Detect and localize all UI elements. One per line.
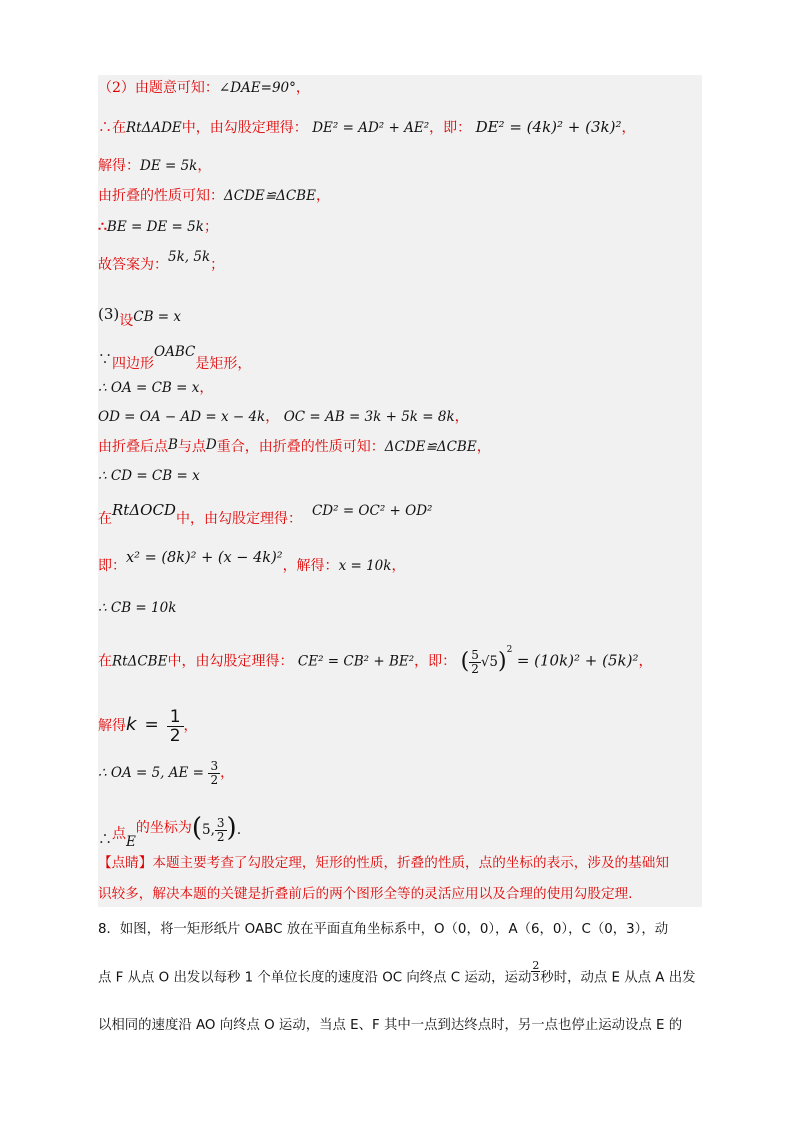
math-expression: BE = DE = 5k [106,219,204,235]
math-expression: DE = 5k [140,158,198,174]
step-text: ，即： [414,653,457,670]
math-expression: ∴ OA = CB = x [98,380,200,396]
solution-line-1 [98,78,310,98]
step-text: 即： [98,558,126,574]
step-text: 解得： [98,158,140,174]
math-expression: D [205,437,217,453]
punctuation: ， [295,80,310,96]
math-expression: ∴ OA = 5, AE = [98,765,204,781]
solution-line-9 [98,378,213,398]
math-fraction-group: ( $\frac{5}{2}$ √5)$^2$ [460,645,513,676]
comment-line-2: 识较多，解决本题的关键是折叠前后的两个图形全等的灵活应用以及合理的使用勾股定理. [98,886,633,902]
math-expression: DE² = AD² + AE² [312,120,430,136]
math-expression: 5k, 5k [168,249,211,265]
step-text: 中，由勾股定理得： [167,653,294,670]
solution-line-3 [98,156,211,176]
step-text: 由折叠后点 [98,439,168,455]
fraction-numerator: 3 [216,816,225,830]
fraction-numerator: 2 [532,959,540,972]
math-expression: RtΔADE [126,120,182,136]
math-expression: DE² = (4k)² + (3k)² [475,118,622,136]
step-text: 故答案为： [98,257,168,273]
math-expression: CE² = CB² + BE² [297,653,415,670]
fraction-denominator: 3 [532,971,540,984]
because-symbol: ∵ [98,352,112,368]
step-text: 中，由勾股定理得： [175,511,302,527]
step-text: ∴在 [98,120,126,136]
step-text: 中，由勾股定理得： [181,120,308,136]
equals-sign: = [144,715,159,735]
math-expression: ∠DAE=90° [218,80,296,96]
math-expression: CB = x [133,309,182,325]
solution-line-16 [98,645,653,676]
punctuation: ， [265,409,280,425]
step-text: ，即： [429,120,472,136]
solution-line-11 [98,437,491,457]
math-expression: CD² = OC² + OD² [311,503,433,519]
math-expression: OC = AB = 3k + 5k = 8k [283,409,455,425]
punctuation: ， [621,120,636,136]
step-text: 解得 [98,718,126,734]
part-number: (3) [98,305,120,323]
solution-line-6 [98,249,225,275]
math-expression: RtΔCBE [112,653,168,670]
step-text: （2）由题意可知： [98,80,219,96]
punctuation: ， [315,188,330,204]
coordinate-x: 5, [202,822,215,838]
fraction-denominator: 2 [471,661,479,676]
step-text: ，解得： [282,558,339,574]
solution-line-15 [98,598,176,618]
step-text: 四边形 [112,356,154,372]
solution-line-17 [98,705,198,746]
step-text: 与点 [177,439,206,455]
comment-line-1: 【点睛】本题主要考查了勾股定理，矩形的性质，折叠的性质，点的坐标的表示，涉及的基础知 [98,855,669,871]
solution-line-10 [98,407,469,427]
step-text: 在 [98,511,112,527]
punctuation: ； [203,219,218,235]
step-text: 由折叠的性质可知： [98,188,224,204]
punctuation: ， [220,765,235,781]
therefore-symbol: ∴ [98,832,112,848]
math-expression: OABC [154,344,196,360]
solution-line-19 [98,808,241,848]
math-expression: x = 10k [338,558,392,574]
math-expression: B [168,437,178,453]
step-text: 重合，由折叠的性质可知： [216,439,385,455]
punctuation: ， [197,158,212,174]
solution-line-5 [98,217,218,237]
math-expression: x² = (8k)² + (x − 4k)² [126,550,283,566]
fraction-denominator: 2 [216,830,225,844]
math-expression: ΔCDE≌ΔCBE [224,188,316,204]
math-expression: ∴ CB = 10k [98,600,177,616]
math-expression: OD = OA − AD = x − 4k [98,409,266,425]
solution-line-8 [98,344,252,372]
math-expression: RtΔOCD [112,501,176,519]
math-variable: E [126,834,136,850]
punctuation: ， [476,439,491,455]
solution-line-18 [98,755,234,791]
coordinate-point: (5, $\frac{3}{2}$ ) [191,813,237,844]
step-text: 设 [119,313,134,329]
step-text: 点 [112,826,126,842]
solution-line-4 [98,186,330,206]
fraction-numerator: 5 [471,647,479,662]
step-text: 在 [98,653,112,670]
solution-line-13 [98,501,433,529]
math-variable: k [126,714,137,735]
fraction-denominator: 2 [169,725,181,746]
sqrt-term: √5 [480,653,499,670]
math-expression: ∴ CD = CB = x [98,468,200,484]
question-line-3: 以相同的速度沿 AO 向终点 O 运动，当点 E、F 其中一点到达终点时，另一点也停止运动设点 E 的 [98,1018,683,1033]
fraction-denominator: 2 [210,772,219,787]
solution-line-7 [98,304,182,329]
math-expression: = (10k)² + (5k)² [516,651,639,670]
question-line-2 [98,959,696,989]
math-fraction [167,708,184,745]
question-text: 点 F 从点 O 出发以每秒 1 个单位长度的速度沿 OC 向终点 C 运动，运动 [98,970,532,986]
punctuation: ， [638,653,653,670]
punctuation: . [236,822,242,838]
solution-line-2 [98,117,635,138]
question-text: 秒时，动点 E 从点 A 出发 [540,970,696,986]
punctuation: ， [454,409,469,425]
fraction-numerator: 1 [167,708,184,727]
punctuation: ， [391,558,406,574]
fraction-numerator: 3 [210,758,219,773]
math-fraction [531,960,540,983]
therefore-symbol: ∴ [98,219,107,235]
step-text: 是矩形， [195,356,252,372]
punctuation: ， [183,718,198,734]
solution-line-14 [98,550,406,576]
punctuation: ， [199,380,214,396]
solution-line-12 [98,466,200,486]
math-fraction [208,760,220,787]
math-expression: ΔCDE≌ΔCBE [384,439,477,455]
punctuation: ； [210,257,225,273]
step-text: 的坐标为 [135,820,192,836]
question-line-1: 8．如图，将一矩形纸片 OABC 放在平面直角坐标系中，O（0，0），A（6，0），C（0，3），动 [98,922,669,937]
